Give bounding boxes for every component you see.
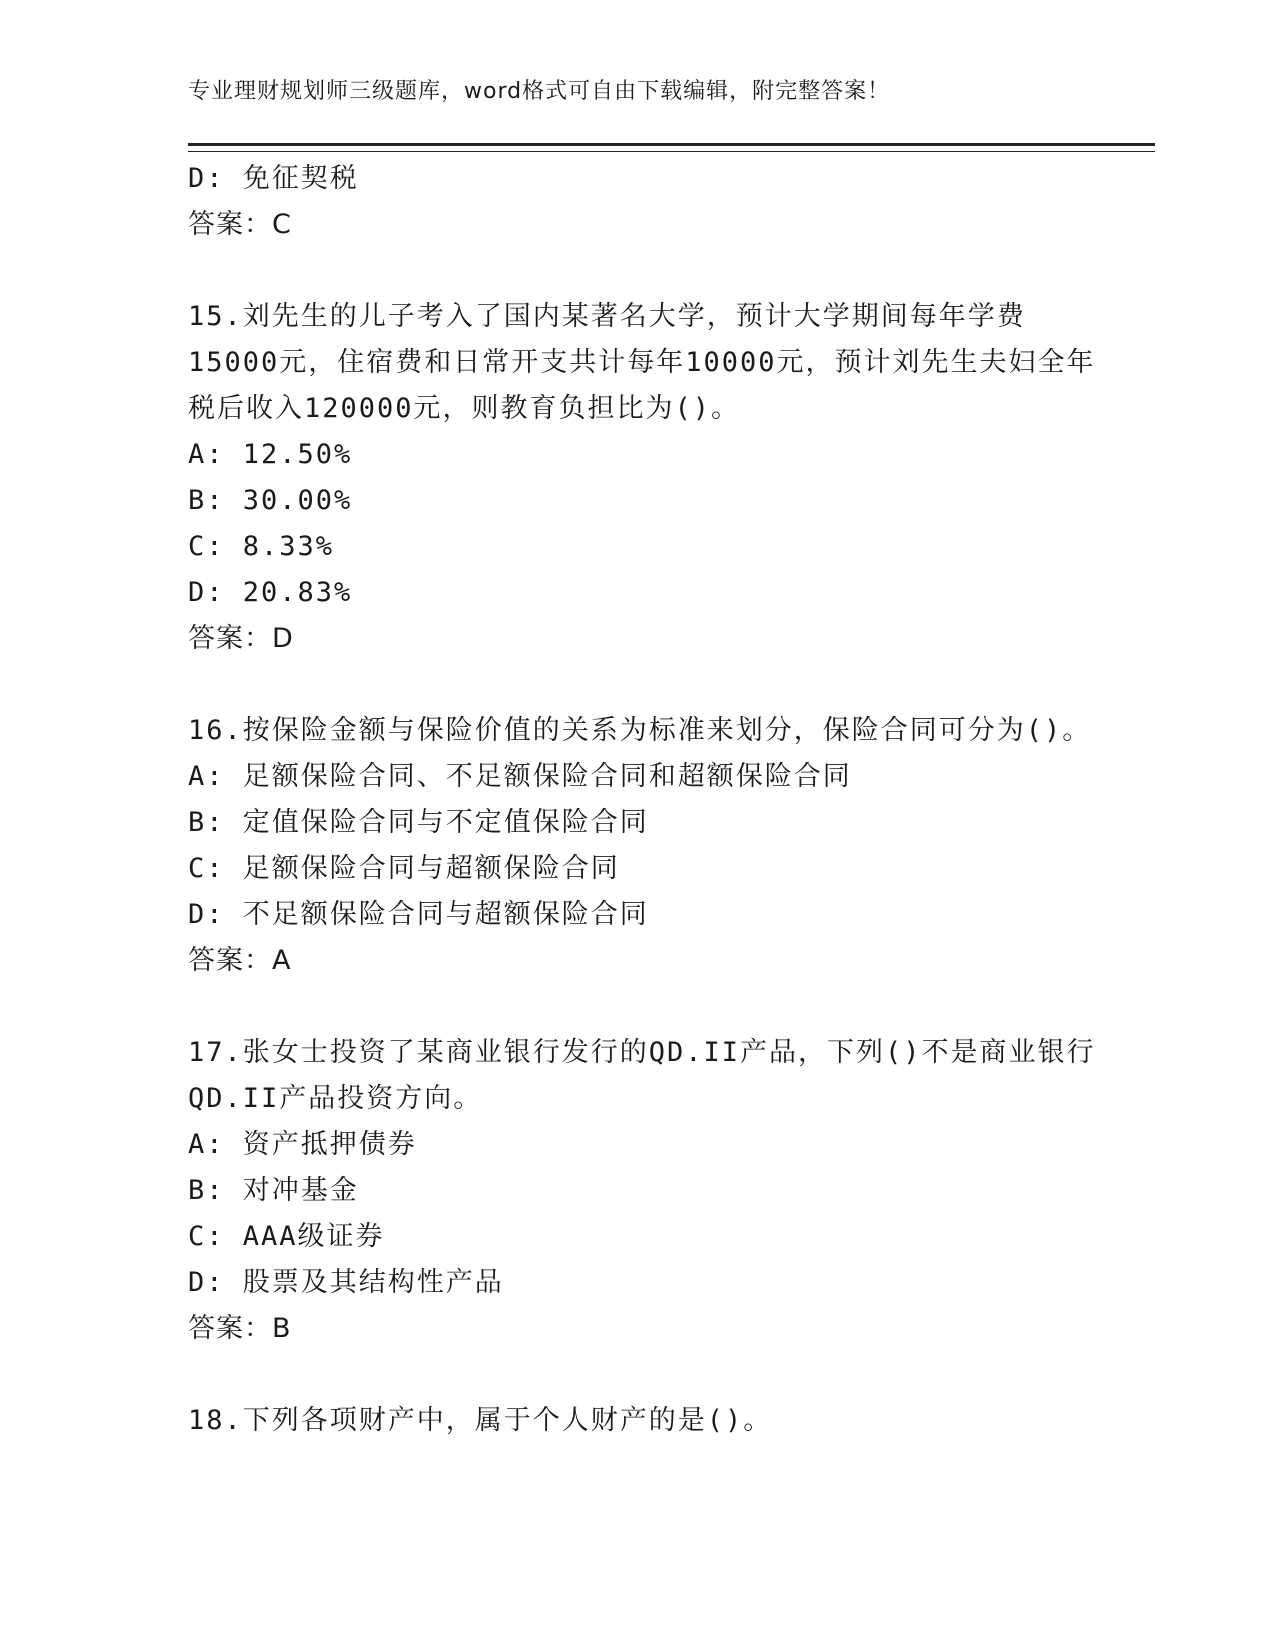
header-rule-thin xyxy=(188,151,1155,152)
page-header: 专业理财规划师三级题库，word格式可自由下载编辑，附完整答案！ xyxy=(188,79,891,104)
question-17-line-1: 17.张女士投资了某商业银行发行的QD.II产品，下列()不是商业银行 xyxy=(188,1037,1096,1068)
option-d: D: 不足额保险合同与超额保险合同 xyxy=(188,899,649,930)
spacer xyxy=(188,662,1088,708)
option-b: B: 定值保险合同与不定值保险合同 xyxy=(188,807,649,838)
option-a: A: 资产抵押债券 xyxy=(188,1129,417,1160)
answer: 答案：A xyxy=(188,945,292,976)
option-d: D: 免征契税 xyxy=(188,163,359,194)
option-b: B: 对冲基金 xyxy=(188,1175,359,1206)
option-c: C: AAA级证券 xyxy=(188,1221,385,1252)
question-15-line-3: 税后收入120000元，则教育负担比为()。 xyxy=(188,393,741,424)
option-a: A: 12.50% xyxy=(188,439,353,470)
answer: 答案：D xyxy=(188,623,294,654)
question-17-line-2: QD.II产品投资方向。 xyxy=(188,1083,483,1114)
spacer xyxy=(188,984,1088,1030)
header-rule-thick xyxy=(188,143,1155,146)
question-16-line-1: 16.按保险金额与保险价值的关系为标准来划分，保险合同可分为()。 xyxy=(188,715,1092,746)
option-d: D: 20.83% xyxy=(188,577,353,608)
answer: 答案：B xyxy=(188,1313,292,1344)
option-a: A: 足额保险合同、不足额保险合同和超额保险合同 xyxy=(188,761,852,792)
answer: 答案：C xyxy=(188,209,292,240)
question-15-line-2: 15000元，住宿费和日常开支共计每年10000元，预计刘先生夫妇全年 xyxy=(188,347,1096,378)
option-c: C: 足额保险合同与超额保险合同 xyxy=(188,853,620,884)
spacer xyxy=(188,248,1088,294)
option-d: D: 股票及其结构性产品 xyxy=(188,1267,504,1298)
document-body xyxy=(188,156,1096,1444)
option-b: B: 30.00% xyxy=(188,485,353,516)
option-c: C: 8.33% xyxy=(188,531,335,562)
question-15-line-1: 15.刘先生的儿子考入了国内某著名大学，预计大学期间每年学费 xyxy=(188,301,1026,332)
question-18-line-1: 18.下列各项财产中，属于个人财产的是()。 xyxy=(188,1405,773,1436)
spacer xyxy=(188,1352,1088,1398)
